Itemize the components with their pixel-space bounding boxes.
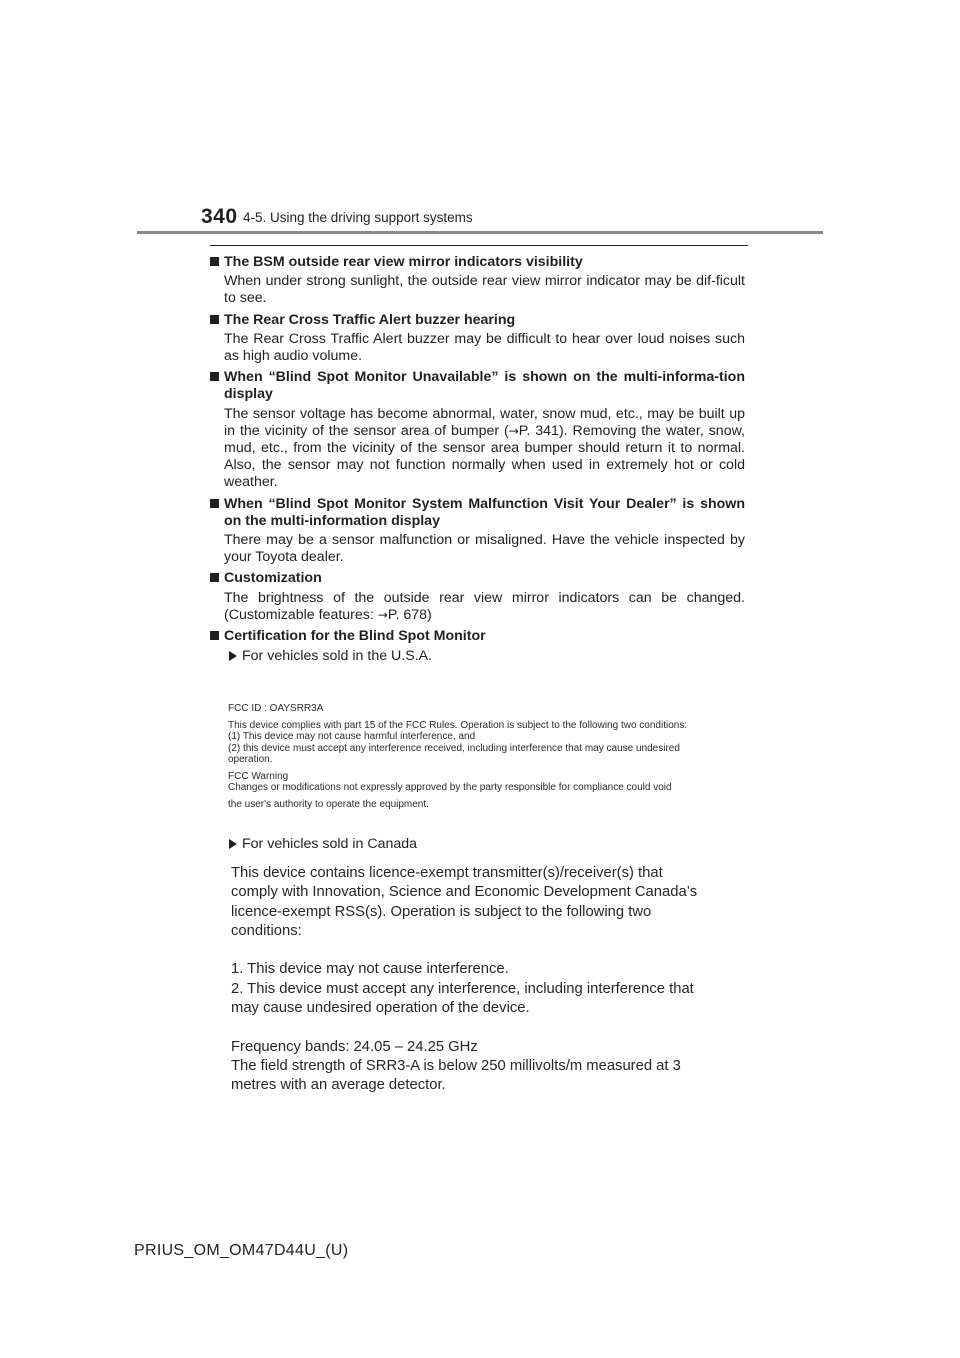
triangle-bullet-icon <box>229 839 237 849</box>
arrow-right-icon: → <box>377 607 388 622</box>
fcc-notice-label <box>228 703 698 811</box>
note-item <box>210 369 745 491</box>
square-bullet-icon <box>210 631 219 640</box>
canada-notice-label <box>231 864 751 1096</box>
note-heading: Customization <box>210 570 745 587</box>
page-reference[interactable]: P. 678 <box>387 606 428 623</box>
note-item <box>210 628 745 665</box>
square-bullet-icon <box>210 257 219 266</box>
fcc-warning-title: FCC Warning <box>228 771 289 783</box>
canada-notice-line: licence-exempt RSS(s). Operation is subject to the following two <box>231 903 652 920</box>
note-heading: The Rear Cross Traffic Alert buzzer hearing <box>210 312 745 329</box>
fcc-warning-line: the user's authority to operate the equipment. <box>228 799 429 811</box>
note-body: When under strong sunlight, the outside rear view mirror indicator may be dif-ficult to see. <box>224 273 745 307</box>
note-heading: When “Blind Spot Monitor System Malfunction Visit Your Dealer” is shown on the multi-information display <box>210 496 745 530</box>
arrow-right-icon: → <box>508 423 519 438</box>
fcc-compliance-line: (2) this device must accept any interference received, including interference that may cause undesired <box>228 742 680 754</box>
canada-frequency-line: The field strength of SRR3-A is below 250 millivolts/m measured at 3 <box>231 1057 681 1074</box>
content-divider <box>210 245 748 246</box>
canada-frequency-line: Frequency bands: 24.05 – 24.25 GHz <box>231 1038 478 1055</box>
note-heading: The BSM outside rear view mirror indicators visibility <box>210 254 745 271</box>
square-bullet-icon <box>210 499 219 508</box>
canada-notice-line: This device contains licence-exempt transmitter(s)/receiver(s) that <box>231 865 663 881</box>
note-item <box>210 570 745 624</box>
square-bullet-icon <box>210 573 219 582</box>
fcc-compliance-line: (1) This device may not cause harmful interference, and <box>228 731 476 743</box>
page-reference[interactable]: P. 341 <box>518 422 559 439</box>
triangle-bullet-icon <box>229 651 237 661</box>
canada-condition-line: 1. This device may not cause interference. <box>231 961 509 978</box>
fcc-compliance-line: This device complies with part 15 of the FCC Rules. Operation is subject to the following two conditions: <box>228 720 688 732</box>
page-number: 340 <box>201 205 238 228</box>
note-heading: When “Blind Spot Monitor Unavailable” is shown on the multi-informa-tion display <box>210 369 745 403</box>
section-title: 4-5. Using the driving support systems <box>243 210 473 225</box>
fcc-compliance-line: operation. <box>228 753 273 765</box>
region-label-usa: For vehicles sold in the U.S.A. <box>210 648 745 665</box>
header-rule <box>137 231 823 234</box>
note-item <box>210 254 745 308</box>
main-content <box>210 254 745 669</box>
square-bullet-icon <box>210 315 219 324</box>
region-label-canada: For vehicles sold in Canada <box>210 836 745 853</box>
note-item <box>210 312 745 366</box>
fcc-id: FCC ID : OAYSRR3A <box>228 703 324 714</box>
canada-frequency-line: metres with an average detector. <box>231 1077 446 1094</box>
fcc-warning-line: Changes or modifications not expressly approved by the party responsible for compliance could void <box>228 782 672 794</box>
note-body: The brightness of the outside rear view mirror indicators can be changed. (Customizable features: →P. 678) <box>224 589 745 623</box>
note-heading: Certification for the Blind Spot Monitor <box>210 628 745 645</box>
note-body: The Rear Cross Traffic Alert buzzer may be difficult to hear over loud noises such as high audio volume. <box>224 330 745 365</box>
canada-condition-line: may cause undesired operation of the device. <box>231 1000 530 1017</box>
note-body: There may be a sensor malfunction or misaligned. Have the vehicle inspected by your Toyota dealer. <box>224 532 745 566</box>
document-code: PRIUS_OM_OM47D44U_(U) <box>134 1242 349 1259</box>
note-body: The sensor voltage has become abnormal, water, snow mud, etc., may be built up in the vicinity of the sensor area of bumper (→P. 341). Removing the water, snow, mud, etc., from the vicinity of the sensor area bumper should return it to normal. Also, the sensor may not function normally when used in extremely hot or cold weather. <box>224 405 745 491</box>
canada-notice-line: conditions: <box>231 922 302 939</box>
note-item <box>210 496 745 567</box>
canada-notice-line: comply with Innovation, Science and Economic Development Canada’s <box>231 884 698 901</box>
square-bullet-icon <box>210 372 219 381</box>
canada-condition-line: 2. This device must accept any interference, including interference that <box>231 980 694 997</box>
